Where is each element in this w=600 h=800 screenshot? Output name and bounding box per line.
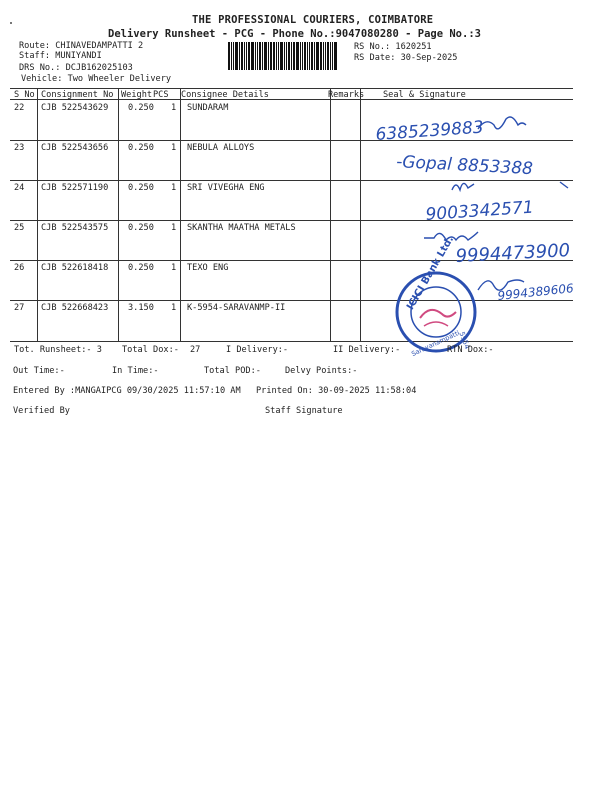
total-pod: Total POD:- bbox=[204, 366, 261, 376]
row-weight: 0.250 bbox=[128, 263, 154, 273]
handwritten-signature-1 bbox=[478, 117, 526, 129]
row-sno: 26 bbox=[14, 263, 25, 273]
row-consignee: SUNDARAM bbox=[187, 103, 229, 113]
row-weight: 0.250 bbox=[128, 183, 154, 193]
row-consignment-no: CJB 522543575 bbox=[41, 223, 109, 233]
row-consignee: SRI VIVEGHA ENG bbox=[187, 183, 265, 193]
row-weight: 0.250 bbox=[128, 143, 154, 153]
handwritten-phone-4: 9994473900 bbox=[455, 240, 571, 267]
vehicle-label: Vehicle: Two Wheeler Delivery bbox=[21, 74, 172, 84]
row-weight: 3.150 bbox=[128, 303, 154, 313]
runsheet-title: Delivery Runsheet - PCG - Phone No.:9047080280 - Page No.:3 bbox=[108, 28, 481, 40]
col-pcs: PCS bbox=[153, 90, 169, 100]
handwritten-signature-3 bbox=[452, 182, 568, 190]
out-time: Out Time:- bbox=[13, 366, 65, 376]
row-pcs: 1 bbox=[171, 103, 177, 113]
row-pcs: 1 bbox=[171, 223, 177, 233]
col-consignee: Consignee Details bbox=[181, 90, 269, 100]
col-consignment: Consignment No bbox=[41, 90, 114, 100]
row-consignee: TEXO ENG bbox=[187, 263, 229, 273]
tot-runsheet: Tot. Runsheet:- 3 bbox=[14, 345, 102, 355]
row-consignee: NEBULA ALLOYS bbox=[187, 143, 255, 153]
stamp-branch: Saravanampatti bbox=[410, 328, 461, 359]
printed-on: Printed On: 30-09-2025 11:58:04 bbox=[256, 386, 417, 396]
row-consignment-no: CJB 522543656 bbox=[41, 143, 109, 153]
row-consignment-no: CJB 522543629 bbox=[41, 103, 109, 113]
col-sno: S No bbox=[14, 90, 35, 100]
handwritten-phone-5: 9994389606 bbox=[496, 281, 575, 303]
company-title: THE PROFESSIONAL COURIERS, COIMBATORE bbox=[192, 14, 434, 26]
row-sno: 22 bbox=[14, 103, 25, 113]
row-pcs: 1 bbox=[171, 183, 177, 193]
row-pcs: 1 bbox=[171, 303, 177, 313]
verified-by: Verified By bbox=[13, 406, 70, 416]
ii-delivery: II Delivery:- bbox=[333, 345, 401, 355]
col-seal-signature: Seal & Signature bbox=[383, 90, 466, 100]
row-sno: 25 bbox=[14, 223, 25, 233]
total-dox-label: Total Dox:- bbox=[122, 345, 179, 355]
col-remarks: Remarks bbox=[328, 90, 365, 100]
delvy-points: Delvy Points:- bbox=[285, 366, 358, 376]
row-weight: 0.250 bbox=[128, 103, 154, 113]
route-label: Route: CHINAVEDAMPATTI 2 bbox=[19, 41, 144, 51]
row-pcs: 1 bbox=[171, 143, 177, 153]
stamp-code: 5954 bbox=[457, 330, 472, 351]
handwritten-phone-1: 6385239883 bbox=[374, 117, 485, 145]
col-weight: Weight bbox=[121, 90, 153, 100]
row-consignment-no: CJB 522618418 bbox=[41, 263, 109, 273]
row-sno: 27 bbox=[14, 303, 25, 313]
row-sno: 24 bbox=[14, 183, 25, 193]
rs-date: RS Date: 30-Sep-2025 bbox=[354, 53, 458, 63]
i-delivery: I Delivery:- bbox=[226, 345, 289, 355]
total-dox-value: 27 bbox=[190, 345, 201, 355]
row-pcs: 1 bbox=[171, 263, 177, 273]
row-consignee: SKANTHA MAATHA METALS bbox=[187, 223, 296, 233]
staff-signature: Staff Signature bbox=[265, 406, 343, 416]
rtn-dox: RTN Dox:- bbox=[447, 345, 494, 355]
drs-number: DRS No.: DCJB162025103 bbox=[19, 63, 133, 73]
entered-by: Entered By :MANGAIPCG 09/30/2025 11:57:10 AM bbox=[13, 386, 241, 396]
staff-label: Staff: MUNIYANDI bbox=[19, 51, 102, 61]
handwritten-phone-3: 9003342571 bbox=[424, 197, 535, 225]
row-consignment-no: CJB 522668423 bbox=[41, 303, 109, 313]
handwritten-phone-2: -Gopal 8853388 bbox=[395, 152, 534, 180]
row-weight: 0.250 bbox=[128, 223, 154, 233]
row-sno: 23 bbox=[14, 143, 25, 153]
stamp-bank-name: ICICI Bank Ltd. bbox=[405, 234, 457, 312]
row-consignee: K-5954-SARAVANMP-II bbox=[187, 303, 286, 313]
row-consignment-no: CJB 522571190 bbox=[41, 183, 109, 193]
in-time: In Time:- bbox=[112, 366, 159, 376]
rs-number: RS No.: 1620251 bbox=[354, 42, 432, 52]
